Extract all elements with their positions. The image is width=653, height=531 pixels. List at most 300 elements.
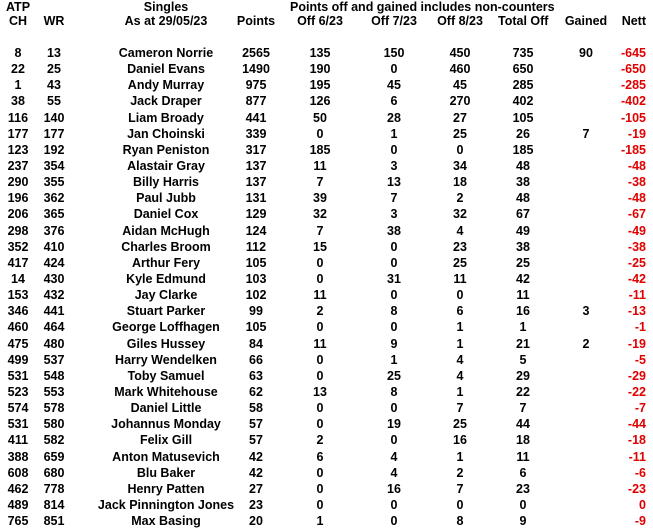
points-cell: 57 [249,417,263,432]
nett-cell: -29 [627,368,646,383]
off-7-23-cell: 3 [390,158,398,173]
off-6-23-cell: 0 [316,320,324,335]
total-off-cell: 735 [512,46,534,60]
player-name-cell: Felix Gill [139,433,193,448]
off-6-23-cell: 0 [316,481,324,496]
world-rank-cell: 410 [43,239,65,254]
points-cell: 137 [245,175,267,190]
off-6-23-cell: 11 [313,288,327,303]
nett-cell: -44 [627,417,646,432]
table-row [0,126,653,142]
total-off-cell: 29 [516,368,530,383]
atp-ch-rank-cell: 116 [7,110,29,125]
off-7-23-cell: 0 [390,320,398,335]
atp-ch-rank-cell: 574 [7,401,29,416]
off-7-23-cell: 3 [390,207,398,222]
off-7-23-cell: 9 [390,336,398,351]
off-7-23-cell: 19 [387,417,401,432]
player-name-cell: Stuart Parker [126,304,206,319]
off-8-23-cell: 4 [456,352,464,367]
world-rank-cell: 778 [43,481,65,496]
total-off-cell: 402 [512,94,534,109]
off-7-23-cell: 0 [390,288,398,303]
atp-ch-rank-cell: 14 [11,271,25,286]
world-rank-cell: 55 [47,94,61,109]
off-8-23-cell: 2 [456,191,464,206]
total-off-cell: 22 [516,384,530,399]
world-rank-cell: 659 [43,449,65,464]
off-6-23-cell: 0 [316,401,324,416]
table-row [0,449,653,465]
points-cell: 20 [249,514,263,529]
points-cell: 27 [249,481,263,496]
atp-ch-rank-cell: 206 [7,207,29,222]
nett-cell: -67 [627,207,646,222]
off-6-23-cell: 32 [313,207,327,222]
points-cell: 84 [249,336,263,351]
nett-cell: -11 [628,449,646,464]
world-rank-cell: 430 [43,271,65,286]
nett-cell: -49 [627,223,646,238]
off-8-23-cell: 23 [453,239,467,254]
table-row [0,384,653,400]
player-name-cell: Andy Murray [127,78,205,93]
off-8-23-cell: 34 [453,158,467,173]
off-7-23-cell: 0 [390,142,398,157]
nett-cell: -402 [620,94,646,109]
off-7-23-cell: 0 [390,255,398,270]
off-6-23-cell: 50 [313,110,327,125]
world-rank-cell: 376 [43,223,65,238]
off-8-23-cell: 1 [456,336,464,351]
off-7-23-cell: 0 [390,239,398,254]
world-rank-cell: 424 [43,255,65,270]
world-rank-cell: 441 [43,304,65,319]
player-name-cell: Anton Matusevich [112,449,220,464]
atp-ch-rank-cell: 153 [7,288,29,303]
off-6-23-cell: 0 [316,368,324,383]
player-name-cell: Blu Baker [136,465,196,480]
off-7-23-cell: 13 [387,175,401,190]
off-8-23-cell: 4 [456,368,464,383]
points-cell: 129 [245,207,267,222]
off-6-23-cell: 185 [309,142,331,157]
total-off-cell: 25 [516,255,530,270]
off-6-23-cell: 0 [316,271,324,286]
points-cell: 877 [245,94,267,109]
nett-cell: -6 [634,465,646,480]
atp-ch-rank-cell: 290 [7,175,29,190]
table-row [0,206,653,222]
off-8-23-cell: 1 [456,449,464,464]
table-row [0,271,653,287]
player-name-cell: Paul Jubb [136,191,196,206]
total-off-cell: 0 [519,497,527,512]
player-name-cell: Toby Samuel [127,368,205,383]
table-row [0,158,653,174]
atp-ch-rank-cell: 177 [7,126,29,141]
off-7-23-cell: 6 [390,94,398,109]
header-off-8-23: Off 8/23 [437,14,483,28]
world-rank-cell: 365 [43,207,65,222]
total-off-cell: 44 [516,417,530,432]
total-off-cell: 650 [512,62,534,77]
header-singles: Singles [143,0,189,14]
table-row [0,481,653,497]
total-off-cell: 21 [516,336,530,351]
player-name-cell: Mark Whitehouse [114,384,218,399]
table-row [0,432,653,448]
off-8-23-cell: 450 [449,46,471,60]
off-8-23-cell: 6 [456,304,464,319]
world-rank-cell: 43 [47,78,61,93]
off-8-23-cell: 0 [456,288,464,303]
table-row [0,303,653,319]
table-row [0,45,653,61]
world-rank-cell: 548 [43,368,65,383]
nett-cell: -185 [620,142,646,157]
atp-ch-rank-cell: 411 [7,433,29,448]
points-cell: 102 [245,288,267,303]
points-cell: 112 [245,239,267,254]
gained-cell: 3 [582,304,590,319]
header-atp: ATP [5,0,31,14]
total-off-cell: 7 [519,401,527,416]
atp-ch-rank-cell: 531 [7,368,29,383]
header-total-off: Total Off [498,14,549,28]
total-off-cell: 1 [519,320,527,335]
total-off-cell: 9 [519,514,527,529]
off-8-23-cell: 4 [456,223,464,238]
player-name-cell: Arthur Fery [131,255,201,270]
total-off-cell: 5 [519,352,527,367]
world-rank-cell: 140 [43,110,65,125]
off-7-23-cell: 1 [390,352,398,367]
atp-ch-rank-cell: 22 [11,62,25,77]
points-cell: 975 [245,78,267,93]
off-6-23-cell: 195 [309,78,331,93]
header-points-off-note: Points off and gained includes non-counters [290,0,555,14]
off-8-23-cell: 2 [456,465,464,480]
off-7-23-cell: 28 [387,110,401,125]
player-name-cell: Aidan McHugh [122,223,210,238]
gained-cell: 2 [582,336,590,351]
off-7-23-cell: 31 [387,271,401,286]
off-6-23-cell: 11 [313,336,327,351]
total-off-cell: 38 [516,175,530,190]
nett-cell: -22 [627,384,646,399]
off-6-23-cell: 0 [316,497,324,512]
atp-ch-rank-cell: 460 [7,320,29,335]
off-8-23-cell: 460 [449,62,471,77]
atp-ch-rank-cell: 388 [7,449,29,464]
player-name-cell: Jay Clarke [134,288,198,303]
world-rank-cell: 580 [43,417,65,432]
world-rank-cell: 537 [43,352,65,367]
nett-cell: -650 [620,62,646,77]
table-row [0,352,653,368]
nett-cell: -11 [628,288,646,303]
total-off-cell: 49 [516,223,530,238]
points-cell: 1490 [242,62,270,77]
off-8-23-cell: 7 [456,401,464,416]
atp-ch-rank-cell: 462 [7,481,29,496]
off-7-23-cell: 0 [390,514,398,529]
off-7-23-cell: 16 [387,481,401,496]
world-rank-cell: 464 [43,320,65,335]
atp-ch-rank-cell: 352 [7,239,29,254]
nett-cell: -25 [627,255,646,270]
world-rank-cell: 13 [47,46,61,60]
table-row [0,223,653,239]
off-7-23-cell: 38 [387,223,401,238]
total-off-cell: 48 [516,158,530,173]
off-8-23-cell: 16 [453,433,467,448]
off-8-23-cell: 0 [456,497,464,512]
off-7-23-cell: 4 [390,465,398,480]
player-name-cell: Jack Pinnington Jones [97,497,235,512]
points-cell: 66 [249,352,263,367]
table-row [0,93,653,109]
off-7-23-cell: 4 [390,449,398,464]
atp-ch-rank-cell: 123 [7,142,29,157]
off-8-23-cell: 11 [453,271,467,286]
nett-cell: -38 [627,175,646,190]
total-off-cell: 105 [512,110,534,125]
header-ch: CH [8,14,28,28]
player-name-cell: Henry Patten [127,481,205,496]
world-rank-cell: 851 [43,514,65,529]
nett-cell: -9 [634,514,646,529]
total-off-cell: 18 [516,433,530,448]
table-row [0,319,653,335]
off-6-23-cell: 0 [316,465,324,480]
table-row [0,287,653,303]
total-off-cell: 67 [516,207,530,222]
table-row [0,174,653,190]
points-cell: 62 [249,384,263,399]
off-7-23-cell: 45 [387,78,401,93]
header-gained: Gained [564,14,608,28]
nett-cell: -18 [627,433,646,448]
atp-ch-rank-cell: 608 [7,465,29,480]
table-row [0,497,653,513]
off-6-23-cell: 190 [309,62,331,77]
atp-ch-rank-cell: 499 [7,352,29,367]
off-8-23-cell: 8 [456,514,464,529]
nett-cell: -23 [627,481,646,496]
gained-cell: 7 [582,126,590,141]
player-name-cell: Charles Broom [121,239,211,254]
gained-cell: 90 [579,46,593,60]
atp-ch-rank-cell: 523 [7,384,29,399]
nett-cell: 0 [639,497,646,512]
player-name-cell: Liam Broady [128,110,204,125]
points-cell: 339 [245,126,267,141]
world-rank-cell: 25 [47,62,61,77]
world-rank-cell: 582 [43,433,65,448]
points-cell: 131 [245,191,267,206]
atp-ch-rank-cell: 237 [7,158,29,173]
table-row [0,416,653,432]
world-rank-cell: 355 [43,175,65,190]
off-8-23-cell: 270 [449,94,471,109]
world-rank-cell: 553 [43,384,65,399]
nett-cell: -42 [627,271,646,286]
header-off-7-23: Off 7/23 [371,14,417,28]
total-off-cell: 11 [516,449,530,464]
off-6-23-cell: 7 [316,223,324,238]
atp-ch-rank-cell: 531 [7,417,29,432]
points-cell: 105 [245,320,267,335]
table-row [0,142,653,158]
player-name-cell: Cameron Norrie [118,46,214,60]
points-cell: 124 [245,223,267,238]
atp-ch-rank-cell: 38 [11,94,25,109]
table-row [0,110,653,126]
points-cell: 58 [249,401,263,416]
points-cell: 317 [245,142,267,157]
nett-cell: -13 [627,304,646,319]
total-off-cell: 285 [512,78,534,93]
header-nett: Nett [621,14,646,28]
points-cell: 63 [249,368,263,383]
off-6-23-cell: 0 [316,126,324,141]
header-as-at: As at 29/05/23 [124,14,208,28]
points-cell: 42 [249,449,263,464]
off-8-23-cell: 27 [453,110,467,125]
off-6-23-cell: 39 [313,191,327,206]
off-6-23-cell: 1 [316,514,324,529]
player-name-cell: Max Basing [131,514,201,529]
table-row [0,400,653,416]
total-off-cell: 185 [512,142,534,157]
off-8-23-cell: 7 [456,481,464,496]
off-6-23-cell: 135 [309,46,331,60]
points-cell: 441 [245,110,267,125]
off-7-23-cell: 8 [390,304,398,319]
player-name-cell: Daniel Cox [133,207,199,222]
table-row [0,61,653,77]
off-7-23-cell: 1 [390,126,398,141]
player-name-cell: Alastair Gray [127,158,205,173]
total-off-cell: 38 [516,239,530,254]
table-row [0,465,653,481]
off-7-23-cell: 0 [390,433,398,448]
off-8-23-cell: 1 [456,384,464,399]
nett-cell: -5 [634,352,646,367]
off-6-23-cell: 15 [313,239,327,254]
off-7-23-cell: 7 [390,191,398,206]
world-rank-cell: 814 [43,497,65,512]
world-rank-cell: 578 [43,401,65,416]
off-8-23-cell: 1 [456,320,464,335]
atp-ch-rank-cell: 417 [7,255,29,270]
off-7-23-cell: 8 [390,384,398,399]
atp-ch-rank-cell: 298 [7,223,29,238]
off-8-23-cell: 32 [453,207,467,222]
off-6-23-cell: 126 [309,94,331,109]
nett-cell: -105 [620,110,646,125]
world-rank-cell: 680 [43,465,65,480]
total-off-cell: 42 [516,271,530,286]
off-6-23-cell: 6 [316,449,324,464]
off-6-23-cell: 7 [316,175,324,190]
off-7-23-cell: 0 [390,62,398,77]
player-name-cell: George Loffhagen [112,320,220,335]
nett-cell: -19 [627,336,646,351]
table-row [0,77,653,93]
world-rank-cell: 362 [43,191,65,206]
header-wr: WR [43,14,65,28]
points-cell: 23 [249,497,263,512]
total-off-cell: 26 [516,126,530,141]
total-off-cell: 48 [516,191,530,206]
player-name-cell: Daniel Little [130,401,202,416]
off-6-23-cell: 13 [313,384,327,399]
table-row [0,513,653,529]
player-name-cell: Jack Draper [130,94,202,109]
nett-cell: -38 [627,239,646,254]
off-8-23-cell: 25 [453,255,467,270]
nett-cell: -1 [634,320,646,335]
player-name-cell: Billy Harris [132,175,199,190]
nett-cell: -19 [627,126,646,141]
table-row [0,190,653,206]
off-8-23-cell: 0 [456,142,464,157]
nett-cell: -48 [627,191,646,206]
points-cell: 99 [249,304,263,319]
table-row [0,336,653,352]
total-off-cell: 11 [516,288,530,303]
world-rank-cell: 354 [43,158,65,173]
off-6-23-cell: 2 [316,433,324,448]
player-name-cell: Giles Hussey [126,336,206,351]
points-cell: 42 [249,465,263,480]
points-cell: 105 [245,255,267,270]
off-8-23-cell: 45 [453,78,467,93]
player-name-cell: Kyle Edmund [126,271,206,286]
player-name-cell: Ryan Peniston [122,142,210,157]
off-7-23-cell: 25 [387,368,401,383]
player-name-cell: Jan Choinski [127,126,205,141]
points-cell: 2565 [242,46,270,60]
world-rank-cell: 480 [43,336,65,351]
off-8-23-cell: 18 [453,175,467,190]
nett-cell: -285 [620,78,646,93]
atp-ch-rank-cell: 8 [14,46,22,60]
off-7-23-cell: 0 [390,497,398,512]
off-8-23-cell: 25 [453,417,467,432]
atp-ch-rank-cell: 475 [7,336,29,351]
world-rank-cell: 432 [43,288,65,303]
atp-ch-rank-cell: 765 [7,514,29,529]
atp-ch-rank-cell: 346 [7,304,29,319]
off-8-23-cell: 25 [453,126,467,141]
off-6-23-cell: 11 [313,158,327,173]
total-off-cell: 16 [516,304,530,319]
player-name-cell: Harry Wendelken [115,352,217,367]
table-row [0,368,653,384]
nett-cell: -7 [634,401,646,416]
off-7-23-cell: 0 [390,401,398,416]
nett-cell: -48 [627,158,646,173]
off-6-23-cell: 2 [316,304,324,319]
player-name-cell: Daniel Evans [127,62,205,77]
off-6-23-cell: 0 [316,352,324,367]
atp-ch-rank-cell: 1 [14,78,22,93]
player-name-cell: Johannus Monday [111,417,221,432]
